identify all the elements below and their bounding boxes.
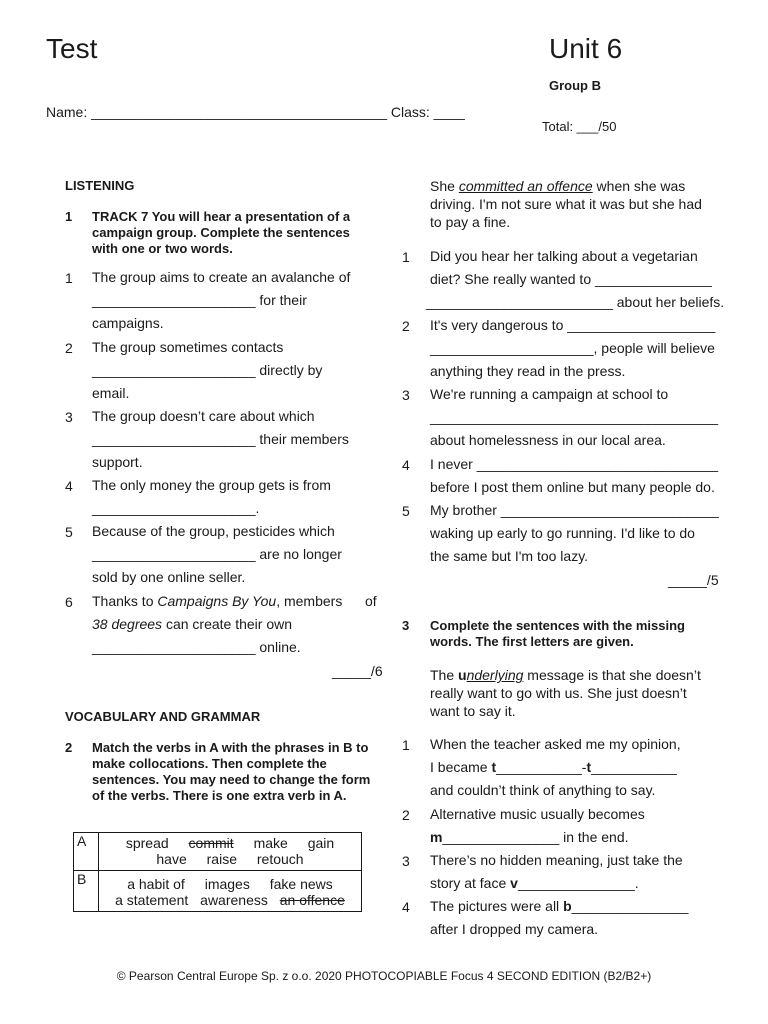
item-text: and couldn’t think of anything to say. <box>430 782 656 798</box>
exercise-2-example <box>430 177 710 231</box>
vocab-score: _____/5 <box>668 572 719 588</box>
phrase-word: images <box>204 876 250 892</box>
item-number: 3 <box>65 409 73 425</box>
item-text: Did you hear her talking about a vegetarian <box>430 248 698 264</box>
item-text: can create their own <box>162 616 293 632</box>
item-text: before I post them online but many people do. <box>430 479 715 495</box>
item-number: 5 <box>65 524 73 540</box>
item-text: Thanks to <box>92 593 158 609</box>
item-text: anything they read in the press. <box>430 363 626 379</box>
item-text: _____________________ are no longer <box>92 546 342 562</box>
phrase-word-example: an offence <box>279 892 345 908</box>
item-text: _____________________________________ <box>430 409 719 425</box>
item-number: 2 <box>402 807 410 823</box>
first-letter: t <box>491 759 497 775</box>
example-answer: nderlying <box>466 667 524 683</box>
copyright-footer: © Pearson Central Europe Sp. z o.o. 2020 PHOTOCOPIABLE Focus 4 SECOND EDITION (B2/B2+) <box>116 969 652 983</box>
exercise-3-instruction: Complete the sentences with the missing words. The first letters are given. <box>430 618 685 649</box>
example-text: She <box>430 178 459 194</box>
first-letter: v <box>510 875 518 891</box>
answer-blank: ___________ <box>591 759 677 775</box>
item-text: Because of the group, pesticides which <box>92 523 335 539</box>
exercise-3-example <box>430 666 710 720</box>
exercise-1-instruction: TRACK 7 You will hear a presentation of a campaign group. Complete the sentences with one or two words. <box>92 209 351 256</box>
item-text: after I dropped my camera. <box>430 921 599 937</box>
table-label-b: B <box>74 871 99 912</box>
verb-word: spread <box>125 835 169 851</box>
table-row-a <box>74 833 362 871</box>
item-number: 4 <box>402 457 410 473</box>
item-text: _____________________ directly by <box>92 362 323 378</box>
verb-word: raise <box>206 851 237 867</box>
item-text: The group aims to create an avalanche of <box>92 269 351 285</box>
item-text: We're running a campaign at school to <box>430 386 669 402</box>
item-number: 1 <box>402 249 410 265</box>
item-text: The only money the group gets is from <box>92 477 331 493</box>
phrase-word: awareness <box>200 892 268 908</box>
vocab-heading: VOCABULARY AND GRAMMAR <box>65 709 261 724</box>
first-letter: m <box>430 829 443 845</box>
exercise-2-number: 2 <box>65 740 73 755</box>
phrase-word: a statement <box>115 892 189 908</box>
collocation-table <box>73 832 362 912</box>
example-answer: committed an offence <box>458 178 593 194</box>
exercise-3-number: 3 <box>402 618 410 633</box>
exercise-1-number: 1 <box>65 209 73 224</box>
item-text: , members <box>276 593 343 609</box>
unit-title: Unit 6 <box>549 33 623 64</box>
listening-score: _____/6 <box>332 663 383 679</box>
item-number: 2 <box>402 318 410 334</box>
item-text: There’s no hidden meaning, just take the <box>430 852 683 868</box>
item-number: 3 <box>402 387 410 403</box>
item-number: 5 <box>402 503 410 519</box>
name-class-line: Name: ______________________________________ Class: ____ <box>46 104 465 120</box>
item-text: email. <box>92 385 130 401</box>
campaign-name: 38 degrees <box>92 616 163 632</box>
item-number: 4 <box>402 899 410 915</box>
item-text: _____________________. <box>92 500 260 516</box>
listening-heading: LISTENING <box>65 178 135 193</box>
example-first-letter: u <box>458 667 467 683</box>
verbs-cell <box>99 833 362 871</box>
item-text: of <box>365 593 377 609</box>
item-text: My brother ____________________________ <box>430 502 719 518</box>
item-text: ________________________ about her beliefs. <box>426 294 725 310</box>
item-text: story at face <box>430 875 511 891</box>
item-text: about homelessness in our local area. <box>430 432 666 448</box>
item-text: _____________________ for their <box>92 292 307 308</box>
exercise-2-instruction: Match the verbs in A with the phrases in B to make collocations. Then complete the sentences. You may need to change the form of the verbs. There is one extra verb in A. <box>92 740 371 803</box>
answer-blank: _______________ <box>571 898 689 914</box>
phrase-word: a habit of <box>127 876 185 892</box>
item-number: 2 <box>65 340 73 356</box>
first-letter: t <box>586 759 592 775</box>
item-text: _____________________ online. <box>92 639 301 655</box>
example-text: when she was driving. I'm not sure what it was but she had to pay a fine. <box>430 178 702 230</box>
item-text: It's very dangerous to ___________________ <box>430 317 716 333</box>
group-label: Group B <box>549 78 601 93</box>
campaign-name: Campaigns By You <box>157 593 277 609</box>
item-text: The group doesn’t care about which <box>92 408 315 424</box>
item-text: I became <box>430 759 492 775</box>
item-text: When the teacher asked me my opinion, <box>430 736 681 752</box>
item-text: The group sometimes contacts <box>92 339 284 355</box>
answer-blank: _______________. <box>517 875 639 891</box>
first-letter: b <box>563 898 572 914</box>
total-score: Total: ___/50 <box>542 119 617 134</box>
item-text: Alternative music usually becomes <box>430 806 645 822</box>
test-title: Test <box>46 33 98 64</box>
item-text: diet? She really wanted to _______________ <box>430 271 712 287</box>
item-number: 1 <box>65 270 73 286</box>
example-text: message is that she doesn’t really want to go with us. She just doesn’t want to say it. <box>430 667 701 719</box>
item-text: The pictures were all <box>430 898 564 914</box>
verb-word-example: commit <box>188 835 234 851</box>
item-text: campaigns. <box>92 315 164 331</box>
answer-blank: _______________ in the end. <box>442 829 629 845</box>
verb-word: have <box>156 851 187 867</box>
item-text: support. <box>92 454 143 470</box>
item-number: 6 <box>65 594 73 610</box>
table-label-a: A <box>74 833 99 871</box>
item-text: waking up early to go running. I'd like to do <box>430 525 695 541</box>
verb-word: make <box>253 835 288 851</box>
item-number: 1 <box>402 737 410 753</box>
example-text: The <box>430 667 459 683</box>
item-number: 3 <box>402 853 410 869</box>
verb-word: retouch <box>256 851 304 867</box>
item-text: I never _______________________________ <box>430 456 719 472</box>
item-text: the same but I'm too lazy. <box>430 548 589 564</box>
phrase-word: fake news <box>269 876 333 892</box>
item-text: _____________________ their members <box>92 431 349 447</box>
verb-word: gain <box>307 835 335 851</box>
phrases-cell <box>99 871 362 912</box>
item-text: sold by one online seller. <box>92 569 246 585</box>
item-text: _____________________, people will believe <box>430 340 715 356</box>
answer-blank: ___________- <box>496 759 587 775</box>
item-number: 4 <box>65 478 73 494</box>
table-row-b <box>74 871 362 912</box>
